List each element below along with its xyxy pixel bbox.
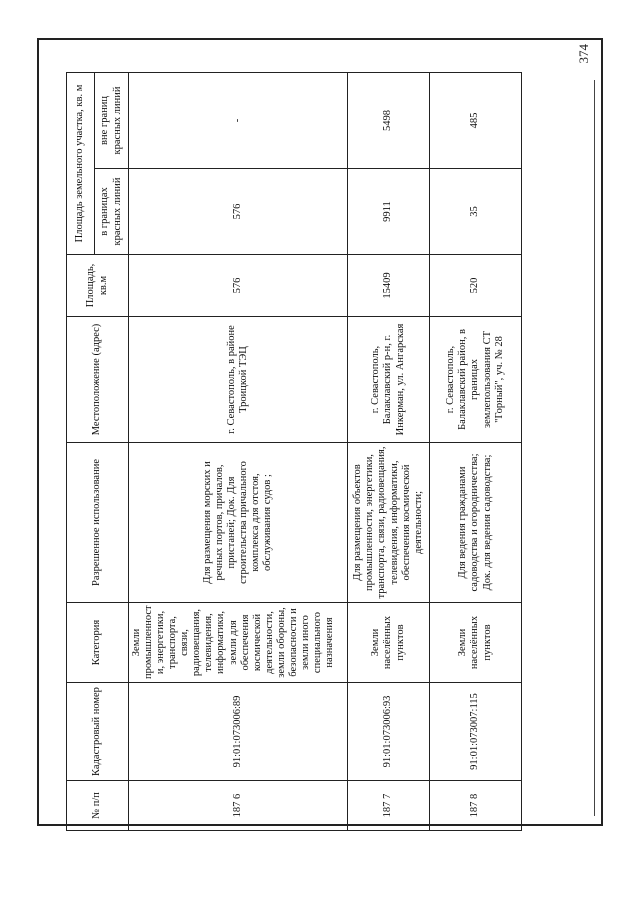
- row-outside-red-lines: 5498: [348, 72, 430, 168]
- header-outside-red-lines: вне границ красных линий: [95, 72, 129, 168]
- header-usage: Разрешенное использование: [67, 443, 129, 603]
- header-category: Категория: [67, 603, 129, 683]
- row-location: г. Севастополь, Балаклавский р-н, г. Инкерман, ул. Ангарская: [348, 317, 430, 443]
- row-category: Земли населённых пунктов: [430, 603, 522, 683]
- row-cadastral: 91:01:073006:93: [348, 683, 430, 781]
- row-usage: Для размещения объектов промышленности, энергетики, транспорта, связи, радиовещания, телевидения, информатики, обеспечения космической деятельности;: [348, 443, 430, 603]
- page-rule: [594, 80, 595, 816]
- header-cadastral: Кадастровый номер: [67, 683, 129, 781]
- page-number: 374: [576, 44, 591, 64]
- land-plots-table: [66, 72, 522, 831]
- header-num: № п/п: [67, 781, 129, 831]
- table-row: [430, 72, 522, 830]
- row-usage: Для ведения гражданами садоводства и огородничества; Док. для ведения садоводства;: [430, 443, 522, 603]
- table-row: [348, 72, 430, 830]
- row-inside-red-lines: 35: [430, 169, 522, 255]
- row-location: г. Севастополь, Балаклавский район, в границах землепользования СТ "Горный", уч. № 28: [430, 317, 522, 443]
- row-num: 187 7: [348, 781, 430, 831]
- row-location: г. Севастополь, в районе Троицкой ТЭЦ: [129, 317, 348, 443]
- row-area: 520: [430, 255, 522, 317]
- header-inside-red-lines: в границах красных линий: [95, 169, 129, 255]
- rotated-table-container: [66, 73, 521, 831]
- row-cadastral: 91:01:073007:115: [430, 683, 522, 781]
- row-category: Земли населённых пунктов: [348, 603, 430, 683]
- header-area: Площадь, кв.м: [67, 255, 129, 317]
- row-inside-red-lines: 9911: [348, 169, 430, 255]
- row-num: 187 8: [430, 781, 522, 831]
- row-outside-red-lines: -: [129, 72, 348, 168]
- row-cadastral: 91:01:073006:89: [129, 683, 348, 781]
- row-area: 15409: [348, 255, 430, 317]
- table-row: [129, 72, 348, 830]
- row-inside-red-lines: 576: [129, 169, 348, 255]
- row-area: 576: [129, 255, 348, 317]
- header-location: Местоположение (адрес): [67, 317, 129, 443]
- header-plot-area: Площадь земельного участка, кв. м: [67, 72, 95, 254]
- row-category: Земли промышленност и, энергетики, транспорта, связи, радиовещания, телевидения, информатики, земли для обеспечения космической деятельности, земли обороны, безопасности и земли иного специального назначения: [129, 603, 348, 683]
- row-num: 187 6: [129, 781, 348, 831]
- row-usage: Для размещения морских и речных портов, причалов, пристаней; Док. Для строительства причального комплекса для отстоя, обслуживания судов ;: [129, 443, 348, 603]
- row-outside-red-lines: 485: [430, 72, 522, 168]
